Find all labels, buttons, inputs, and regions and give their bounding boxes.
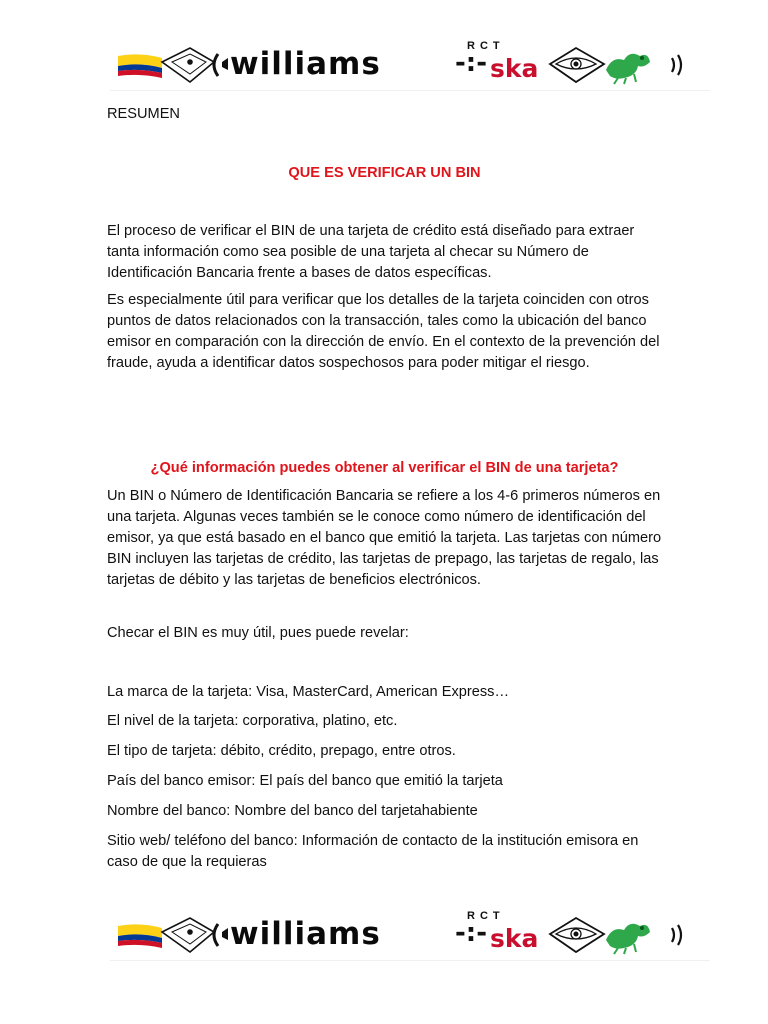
document-title: QUE ES VERIFICAR UN BIN [288, 165, 481, 181]
green-dragon-icon [606, 924, 650, 954]
compass-diamond-icon [162, 918, 214, 952]
resumen-label: RESUMEN [107, 106, 180, 122]
footer-banner [110, 910, 710, 961]
paragraph-bin-definition: Un BIN o Número de Identificación Bancaria se refiere a los 4-6 primeros números en una tarjeta. Algunas veces también se le conoce como número de identificación del emisor, ya que está basado en el banco que emitió la tarjeta. Las tarjetas con número BIN incluyen las tarjetas de crédito, las tarjetas de prepago, las tarjetas de regalo, las tarjetas de débito y las tarjetas de beneficios electrónicos. [107, 488, 662, 588]
hypnotic-eye-diamond-icon [550, 918, 604, 952]
brand-separator: -:- [455, 918, 487, 948]
brand-ska: ska [490, 924, 539, 953]
paragraph-reveal-intro: Checar el BIN es muy útil, pues puede revelar: [107, 625, 409, 641]
brand-williams: williams [230, 46, 381, 82]
compass-diamond-icon [162, 48, 214, 82]
list-item: País del banco emisor: El país del banco que emitió la tarjeta [107, 773, 503, 789]
colombia-flag-icon [118, 924, 162, 948]
paragraph-intro: El proceso de verificar el BIN de una tarjeta de crédito está diseñado para extraer tanta información como sea posible de una tarjeta al checar su Número de Identificación Bancaria frente a bases de datos específicas. [107, 223, 635, 281]
paragraph-usefulness: Es especialmente útil para verificar que los detalles de la tarjeta coinciden con otros puntos de datos relacionados con la transacción, tales como la ubicación del banco emisor en comparación con la dirección de envío. En el contexto de la prevención del fraude, ayuda a identificar datos sospechosos para poder mitigar el riesgo. [107, 292, 660, 371]
brand-williams: williams [230, 916, 381, 952]
banner-graphics [110, 40, 710, 90]
list-item: El nivel de la tarjeta: corporativa, platino, etc. [107, 713, 398, 729]
list-item: El tipo de tarjeta: débito, crédito, prepago, entre otros. [107, 743, 456, 759]
brand-ska: ska [490, 54, 539, 83]
list-item: Sitio web/ teléfono del banco: Información de contacto de la institución emisora en caso de que la requieras [107, 833, 639, 870]
hypnotic-eye-diamond-icon [550, 48, 604, 82]
header-banner [110, 40, 710, 91]
sound-waves-icon [672, 925, 681, 945]
speaker-icon [214, 924, 228, 946]
green-dragon-icon [606, 54, 650, 84]
colombia-flag-icon [118, 54, 162, 78]
sound-waves-icon [672, 55, 681, 75]
list-item: Nombre del banco: Nombre del banco del tarjetahabiente [107, 803, 478, 819]
banner-graphics [110, 910, 710, 960]
brand-rct: RCT [467, 910, 505, 922]
speaker-icon [214, 54, 228, 76]
list-item: La marca de la tarjeta: Visa, MasterCard, American Express… [107, 684, 510, 700]
brand-rct: RCT [467, 40, 505, 52]
brand-separator: -:- [455, 48, 487, 78]
section-heading: ¿Qué información puedes obtener al verificar el BIN de una tarjeta? [150, 460, 619, 476]
